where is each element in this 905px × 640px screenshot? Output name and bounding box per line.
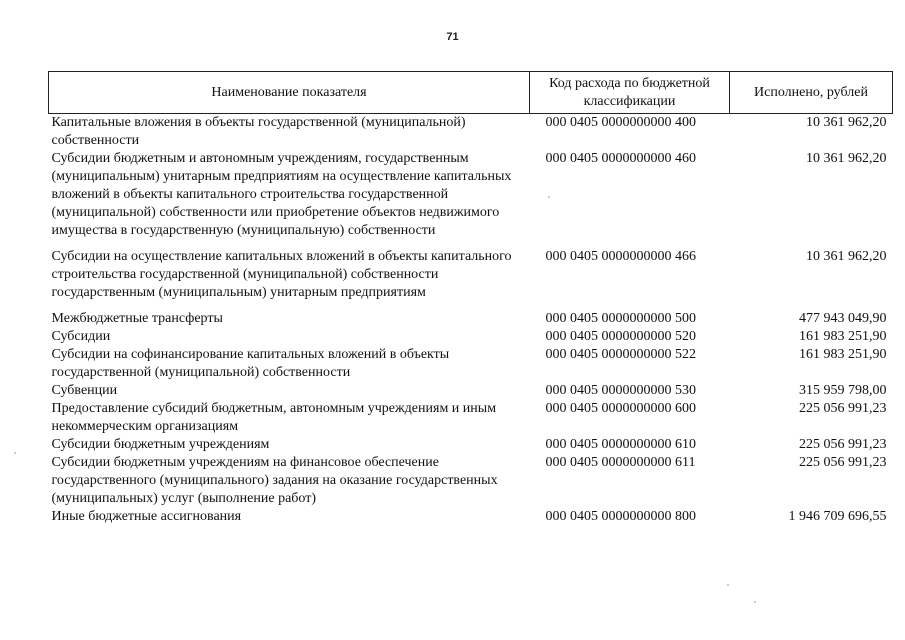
table-row: [49, 508, 893, 526]
row-name: Капитальные вложения в объекты государственной (муниципальной) собственности: [51, 115, 466, 148]
row-code: 000 0405 0000000000 600: [545, 401, 696, 416]
row-name: Иные бюджетные ассигнования: [51, 509, 242, 524]
row-amount: 10 361 962,20: [806, 151, 887, 166]
scan-speck: [548, 196, 550, 198]
row-name: Субсидии бюджетным и автономным учреждениям, государственным (муниципальным) унитарным предприятиям на осуществление капитальных вложений в объекты капитального строительства государственной (муниципальной) собственности или приобретение объектов недвижимого имущества в государственную (муниципальную) собственности: [51, 151, 512, 238]
header-name: Наименование показателя: [49, 72, 530, 114]
row-code: 000 0405 0000000000 400: [545, 115, 696, 130]
row-amount: 161 983 251,90: [799, 329, 887, 344]
page-number: 71: [446, 31, 459, 43]
table-body: [49, 114, 893, 527]
row-name: Субсидии: [51, 329, 111, 344]
row-amount: 10 361 962,20: [806, 249, 887, 264]
scan-speck: [14, 452, 16, 454]
row-name: Субсидии бюджетным учреждениям на финансовое обеспечение государственного (муниципального) задания на оказание государственных (муниципальных) услуг (выполнение работ): [51, 455, 498, 506]
table-row: [49, 114, 893, 151]
table-row: [49, 150, 893, 240]
row-code: 000 0405 0000000000 520: [545, 329, 696, 344]
row-amount: 225 056 991,23: [799, 455, 887, 470]
row-code: 000 0405 0000000000 466: [545, 249, 696, 264]
row-code: 000 0405 0000000000 500: [545, 311, 696, 326]
table-row: [49, 328, 893, 346]
row-amount: 315 959 798,00: [799, 383, 887, 398]
table-row: [49, 436, 893, 454]
row-name: Субсидии на осуществление капитальных вложений в объекты капитального строительства государственной (муниципальной) собственности государственным (муниципальным) унитарным предприятиям: [51, 249, 512, 300]
row-code: 000 0405 0000000000 800: [545, 509, 696, 524]
row-code: 000 0405 0000000000 460: [545, 151, 696, 166]
row-name: Субсидии бюджетным учреждениям: [51, 437, 270, 452]
table-row: [49, 240, 893, 302]
header-code: Код расхода по бюджетной классификации: [530, 72, 730, 114]
row-amount: 1 946 709 696,55: [788, 509, 887, 524]
header-amount: Исполнено, рублей: [730, 72, 893, 114]
row-code: 000 0405 0000000000 530: [545, 383, 696, 398]
row-name: Субвенции: [51, 383, 118, 398]
row-code: 000 0405 0000000000 522: [545, 347, 696, 362]
row-amount: 225 056 991,23: [799, 437, 887, 452]
row-name: Субсидии на софинансирование капитальных вложений в объекты государственной (муниципальной) собственности: [51, 347, 450, 380]
table-row: [49, 346, 893, 382]
row-name: Межбюджетные трансферты: [51, 311, 223, 326]
row-amount: 225 056 991,23: [799, 401, 887, 416]
table-row: [49, 454, 893, 508]
row-amount: 161 983 251,90: [799, 347, 887, 362]
scan-speck: [727, 584, 729, 586]
budget-table: [48, 71, 893, 526]
row-name: Предоставление субсидий бюджетным, автономным учреждениям и иным некоммерческим организациям: [51, 401, 497, 434]
row-code: 000 0405 0000000000 610: [545, 437, 696, 452]
table-row: [49, 302, 893, 328]
table-header: [49, 72, 893, 114]
table-row: [49, 400, 893, 436]
header-row: [49, 72, 893, 114]
row-amount: 477 943 049,90: [799, 311, 887, 326]
row-amount: 10 361 962,20: [806, 115, 887, 130]
row-code: 000 0405 0000000000 611: [545, 455, 696, 470]
table-row: [49, 382, 893, 400]
scan-speck: [754, 601, 756, 603]
